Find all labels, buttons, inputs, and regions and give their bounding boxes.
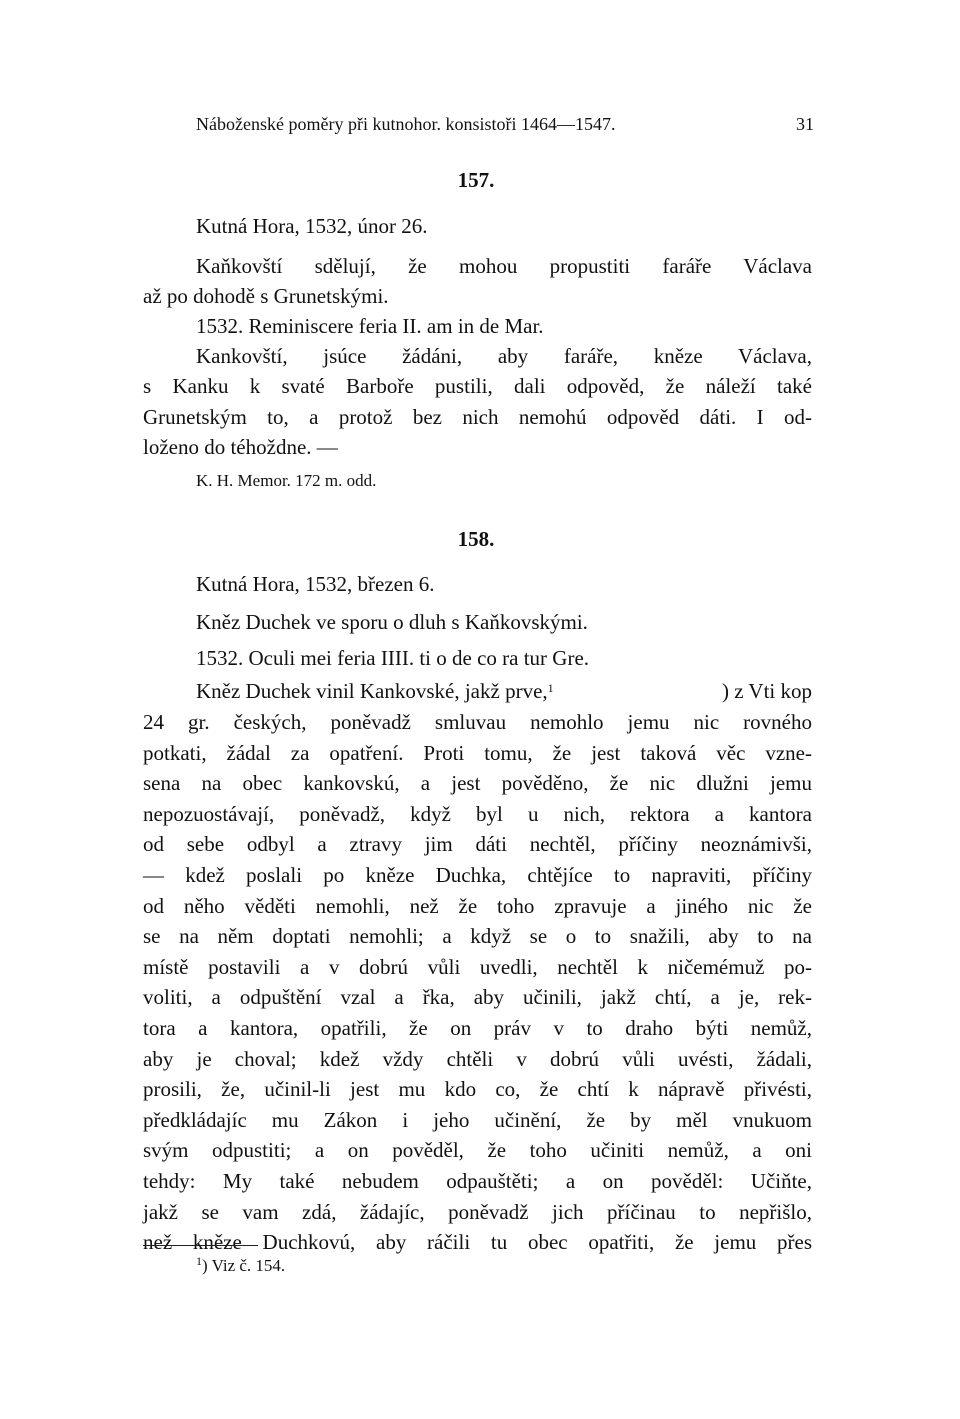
running-head bbox=[196, 114, 814, 135]
entry-158-text-line: než kněze Duchkovú, aby ráčili tu obec opatřiti, že jemu přes bbox=[143, 1230, 812, 1255]
entry-158-summary: Kněz Duchek ve sporu o dluh s Kaňkovskými. bbox=[196, 610, 588, 634]
entry-number-157: 157. bbox=[457, 168, 495, 192]
entry-158-text-line: předkládajíc mu Zákon i jeho učinění, že by měl vnukuom bbox=[143, 1107, 812, 1132]
footnote-rule bbox=[143, 1245, 258, 1246]
entry-158-text-line: 24 gr. českých, poněvadž smluvau nemohlo jemu nic rovného bbox=[143, 710, 812, 734]
entry-158-text-start bbox=[196, 679, 554, 703]
entry-158-text-line: prosili, že, učinil-li jest mu kdo co, že chtí k nápravě přivésti, bbox=[143, 1077, 812, 1102]
page-number: 31 bbox=[796, 114, 814, 134]
entry-157-text-line: loženo do téhoždne. — bbox=[143, 435, 338, 459]
entry-158-text-line: potkati, žádal za opatření. Proti tomu, že jest taková věc vzne- bbox=[143, 740, 812, 765]
running-head-title: Náboženské poměry při kutnohor. konsistoři 1464—1547. bbox=[196, 114, 616, 134]
entry-158-text-line: se na něm doptati nemohli; a když se o to snažili, aby to na bbox=[143, 924, 812, 949]
entry-158-text-line: sena na obec kankovskú, a jest pověděno, že nic dlužni jemu bbox=[143, 771, 812, 796]
footnote bbox=[196, 1256, 285, 1276]
footnote-reference-mark: 1 bbox=[547, 681, 554, 695]
entry-157-text-line: Kankovští, jsúce žádáni, aby faráře, kněze Václava, bbox=[196, 344, 812, 368]
entry-157-place-date: Kutná Hora, 1532, únor 26. bbox=[196, 214, 428, 238]
entry-158-text-before-note: Kněz Duchek vinil Kankovské, jakž prve, bbox=[196, 679, 548, 703]
entry-158-place-date: Kutná Hora, 1532, březen 6. bbox=[196, 572, 435, 596]
entry-157-text-line: Grunetským to, a protož bez nich nemohú odpověd dáti. I od- bbox=[143, 405, 812, 429]
entry-157-text-line: s Kanku k svaté Barboře pustili, dali odpověd, že náleží také bbox=[143, 374, 812, 398]
entry-157-summary-line: až po dohodě s Grunetskými. bbox=[143, 284, 389, 308]
entry-158-text-line: jakž se vam zdá, žádajíc, poněvadž jich příčinau to nepřišlo, bbox=[143, 1199, 812, 1224]
entry-158-text-after-note: ) z Vti kop bbox=[721, 679, 812, 703]
entry-158-text-line: tehdy: My také nebudem odpauštěti; a on pověděl: Učiňte, bbox=[143, 1169, 812, 1193]
entry-158-text-line: nepozuostávají, poněvadž, když byl u nich, rektora a kantora bbox=[143, 801, 812, 826]
footnote-mark: 1 bbox=[196, 1254, 202, 1268]
entry-158-dating: 1532. Oculi mei feria IIII. ti o de co ra tur Gre. bbox=[196, 646, 590, 670]
entry-158-text-line: svým odpustiti; a on pověděl, že toho učiniti nemůž, a oni bbox=[143, 1138, 812, 1163]
entry-158-text-line: aby je choval; kdež vždy chtěli v dobrú vůli uvésti, žádali, bbox=[143, 1046, 812, 1071]
entry-158-text-line-first bbox=[196, 679, 812, 703]
entry-157-summary-line: Kaňkovští sdělují, že mohou propustiti faráře Václava bbox=[196, 254, 812, 278]
entry-157-dating: 1532. Reminiscere feria II. am in de Mar. bbox=[196, 314, 544, 338]
entry-158-text-line: voliti, a odpuštění vzal a řka, aby učinili, jakž chtí, a je, rek- bbox=[143, 985, 812, 1010]
entry-158-text-line: místě postavili a v dobrú vůli uvedli, nechtěl k ničemémuž po- bbox=[143, 954, 812, 979]
entry-number-158: 158. bbox=[457, 527, 495, 551]
entry-158-text-line: tora a kantora, opatřili, že on práv v to draho býti nemůž, bbox=[143, 1016, 812, 1040]
entry-158-text-line: od sebe odbyl a ztravy jim dáti nechtěl, příčiny neoznámivši, bbox=[143, 832, 812, 857]
entry-157-reference: K. H. Memor. 172 m. odd. bbox=[196, 471, 377, 490]
entry-158-text-line: — kdež poslali po kněze Duchka, chtějíce to napraviti, příčiny bbox=[143, 863, 812, 887]
footnote-text: ) Viz č. 154. bbox=[202, 1256, 286, 1275]
entry-158-text-line: od něho věděti nemohli, než že toho zpravuje a jiného nic že bbox=[143, 893, 812, 918]
